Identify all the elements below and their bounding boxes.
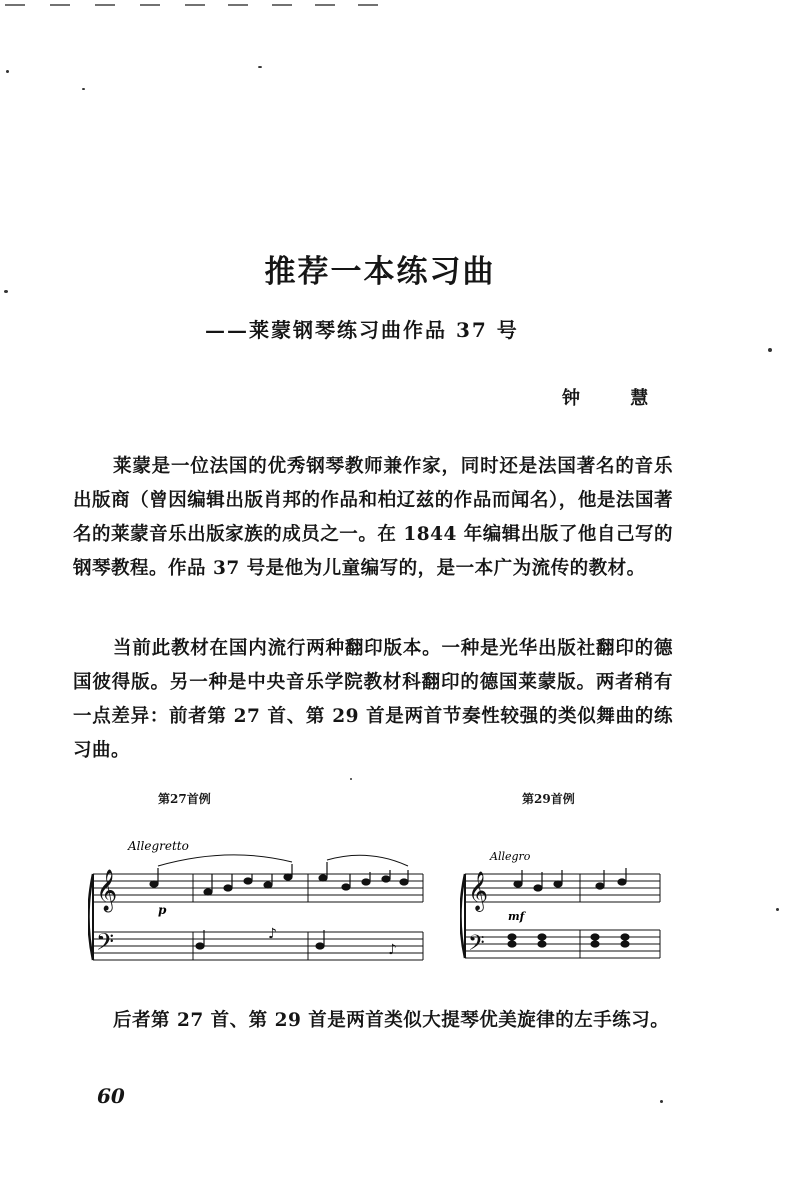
page-number: 60 [97,1084,125,1108]
svg-text:♪: ♪ [268,926,277,942]
scan-speck [258,66,262,68]
scan-speck [660,1100,663,1103]
article-subtitle: ——莱蒙钢琴练习曲作品 37 号 [205,318,519,342]
svg-text:𝄞: 𝄞 [96,870,118,911]
scan-speck [6,70,9,73]
svg-text:♪: ♪ [388,942,397,958]
scan-border-dashes [0,0,390,10]
tempo-marking: Allegretto [128,839,189,853]
music-score-example-29 [460,842,665,977]
body-paragraph: 当前此教材在国内流行两种翻印版本。一种是光华出版社翻印的德国彼得版。另一种是中央音乐学院教材科翻印的德国莱蒙版。两者稍有一点差异：前者第 27 首、第 29 首是两首节奏性较强的类似舞曲的练习曲。 [73,638,673,761]
scan-speck [350,778,352,780]
svg-text:𝄢: 𝄢 [96,928,115,961]
article-title: 推荐一本练习曲 [264,254,496,290]
svg-text:𝄞: 𝄞 [468,871,489,911]
body-paragraph: 后者第 27 首、第 29 首是两首类似大提琴优美旋律的左手练习。 [113,1010,670,1031]
music-score-example-27 [88,832,428,977]
dynamic-marking: mf [508,910,525,923]
tempo-marking: Allegro [490,850,531,863]
scan-speck [768,348,772,352]
example-label: 第29首例 [522,792,575,806]
example-label: 第27首例 [158,792,211,806]
svg-text:𝄢: 𝄢 [468,931,485,961]
scan-speck [82,88,85,90]
body-paragraph: 莱蒙是一位法国的优秀钢琴教师兼作家，同时还是法国著名的音乐出版商（曾因编辑出版肖邦的作品和柏辽兹的作品而闻名），他是法国著名的莱蒙音乐出版家族的成员之一。在 1844 年编辑出版了他自己写的钢琴教程。作品 37 号是他为儿童编写的，是一本广为流传的教材。 [73,456,673,579]
scan-speck [776,908,779,911]
dynamic-marking: p [158,903,167,917]
article-author: 钟 慧 [562,388,671,409]
